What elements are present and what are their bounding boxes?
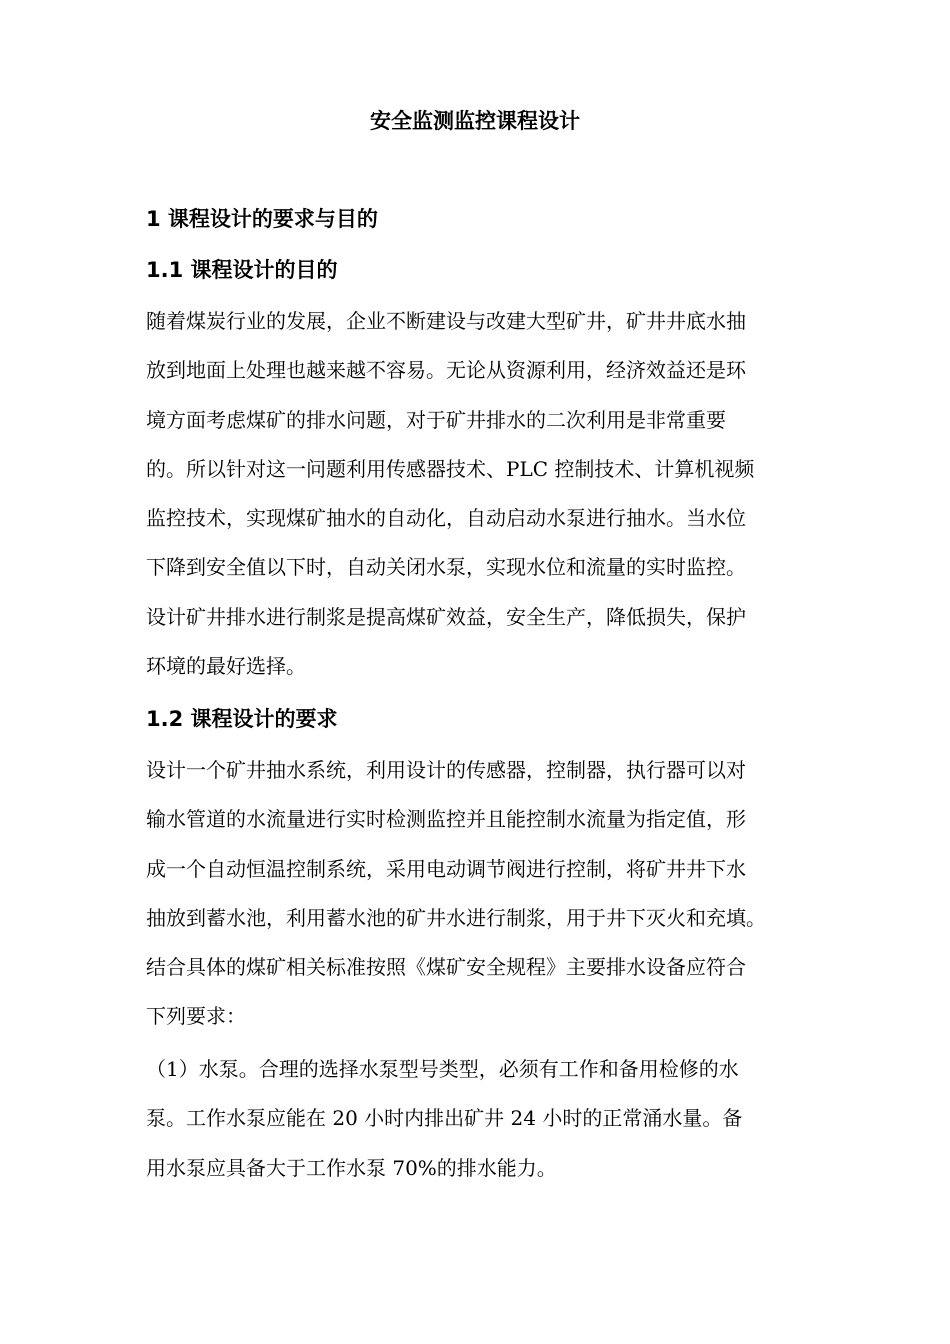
text-line: 输水管道的水流量进行实时检测监控并且能控制水流量为指定值，形 [146, 807, 746, 832]
list-item-pump [146, 1045, 826, 1193]
text-line: 泵。工作水泵应能在 20 小时内排出矿井 24 小时的正常涌水量。备 [146, 1106, 743, 1131]
text-line: 下列要求： [146, 1004, 246, 1029]
text-line: 监控技术，实现煤矿抽水的自动化，自动启动水泵进行抽水。当水位 [146, 506, 746, 531]
text-line: 用水泵应具备大于工作水泵 70%的排水能力。 [146, 1155, 557, 1180]
paragraph-purpose [146, 297, 826, 691]
text-line: 设计一个矿井抽水系统，利用设计的传感器，控制器，执行器可以对 [146, 758, 746, 782]
text-line: 随着煤炭行业的发展，企业不断建设与改建大型矿井，矿井井底水抽 [146, 309, 746, 333]
text-line: 结合具体的煤矿相关标准按照《煤矿安全规程》主要排水设备应符合 [146, 955, 746, 980]
text-line: 设计矿井排水进行制浆是提高煤矿效益，安全生产，降低损失，保护 [146, 604, 746, 629]
text-line: 放到地面上处理也越来越不容易。无论从资源利用，经济效益还是环 [146, 358, 746, 383]
text-line: 境方面考虑煤矿的排水问题，对于矿井排水的二次利用是非常重要 [146, 407, 726, 432]
text-line: 下降到安全值以下时，自动关闭水泵，实现水位和流量的实时监控。 [146, 555, 746, 580]
section-heading-1-2: 1.2 课程设计的要求 [146, 707, 338, 731]
section-heading-1-1: 1.1 课程设计的目的 [146, 258, 338, 282]
text-line: 抽放到蓄水池，利用蓄水池的矿井水进行制浆，用于井下灭火和充填。 [146, 905, 766, 930]
text-line: 成一个自动恒温控制系统，采用电动调节阀进行控制，将矿井井下水 [146, 856, 746, 881]
text-line: 的。所以针对这一问题利用传感器技术、PLC 控制技术、计算机视频 [146, 456, 755, 481]
paragraph-requirements [146, 746, 826, 1042]
text-line: （1）水泵。合理的选择水泵型号类型，必须有工作和备用检修的水 [146, 1057, 739, 1081]
document-title: 安全监测监控课程设计 [370, 109, 580, 133]
text-line: 环境的最好选择。 [146, 654, 306, 679]
section-heading-1: 1 课程设计的要求与目的 [146, 207, 378, 231]
